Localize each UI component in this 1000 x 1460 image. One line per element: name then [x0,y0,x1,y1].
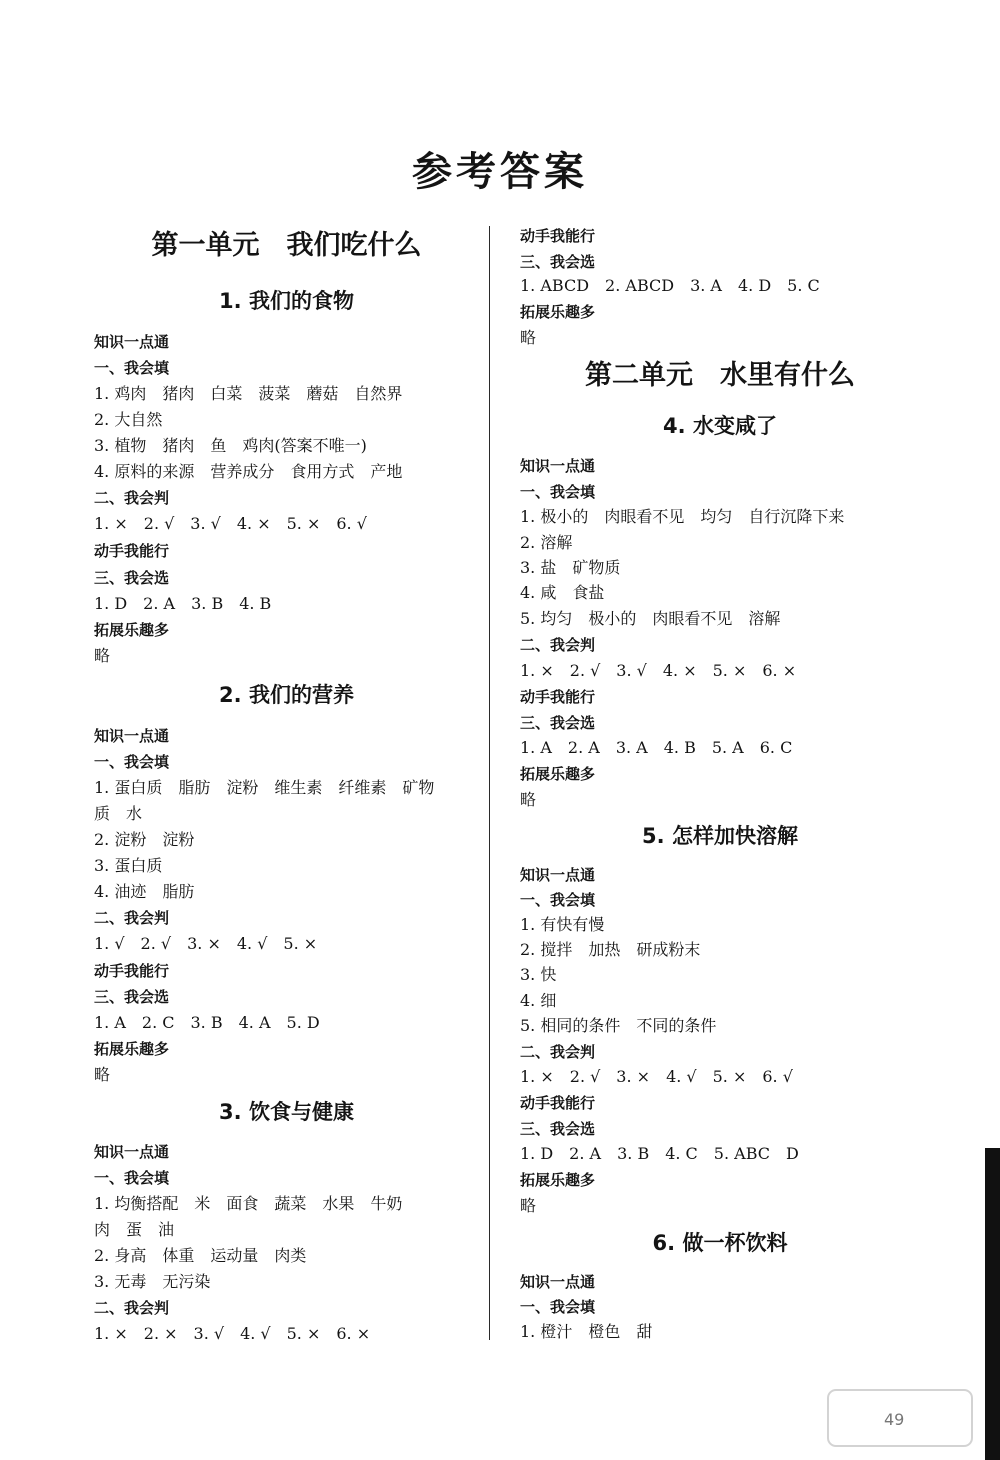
answer-line: 1. 鸡肉 猪肉 白菜 菠菜 蘑菇 自然界 [94,384,403,403]
section-heading: 动手我能行 [94,542,170,560]
answer-line: 1. × 2. √ 3. √ 4. × 5. × 6. × [520,661,797,680]
answer-line: 1. × 2. × 3. √ 4. √ 5. × 6. × [94,1324,371,1343]
answer-line: 3. 快 [520,965,557,984]
answer-line: 略 [520,790,537,809]
answer-line: 1. A 2. C 3. B 4. A 5. D [94,1013,320,1032]
answer-line: 1. ABCD 2. ABCD 3. A 4. D 5. C [520,276,820,295]
section-heading: 二、我会判 [94,489,170,507]
section-heading: 知识一点通 [520,866,596,884]
section-heading: 二、我会判 [94,909,170,927]
lesson-1-title: 1. 我们的食物 [219,289,354,313]
answer-line: 2. 溶解 [520,533,573,552]
section-heading: 二、我会判 [520,1043,596,1061]
section-heading: 三、我会选 [520,714,596,732]
section-heading: 二、我会判 [520,636,596,654]
answer-line: 略 [94,1065,111,1084]
lesson-5-title: 5. 怎样加快溶解 [642,824,798,848]
answer-line: 1. 橙汁 橙色 甜 [520,1322,653,1341]
answer-line: 2. 淀粉 淀粉 [94,830,195,849]
answer-line: 略 [520,328,537,347]
answer-line: 1. 蛋白质 脂肪 淀粉 维生素 纤维素 矿物 [94,778,435,797]
section-heading: 一、我会填 [520,483,596,501]
section-heading: 拓展乐趣多 [520,303,596,321]
answer-line: 3. 无毒 无污染 [94,1272,211,1291]
page-number: 49 [884,1410,905,1429]
section-heading: 二、我会判 [94,1299,170,1317]
answer-line: 略 [94,646,111,665]
section-heading: 拓展乐趣多 [520,765,596,783]
watermark-logo [826,1388,974,1448]
section-heading: 三、我会选 [520,1120,596,1138]
answer-line: 4. 原料的来源 营养成分 食用方式 产地 [94,462,403,481]
section-heading: 动手我能行 [520,688,596,706]
column-divider [489,226,490,1340]
lesson-4-title: 4. 水变咸了 [663,414,777,438]
answer-line: 1. 极小的 肉眼看不见 均匀 自行沉降下来 [520,507,845,526]
section-heading: 一、我会填 [520,1298,596,1316]
answer-line: 3. 蛋白质 [94,856,163,875]
answer-line: 3. 盐 矿物质 [520,558,621,577]
section-heading: 动手我能行 [520,227,596,245]
answer-line: 质 水 [94,804,143,823]
page-title: 参考答案 [412,149,588,195]
answer-line: 肉 蛋 油 [94,1220,175,1239]
answer-line: 4. 油迹 脂肪 [94,882,195,901]
section-heading: 一、我会填 [94,1169,170,1187]
lesson-2-title: 2. 我们的营养 [219,683,354,707]
section-heading: 知识一点通 [520,1273,596,1291]
section-heading: 一、我会填 [94,753,170,771]
answer-line: 4. 细 [520,991,557,1010]
answer-line: 1. √ 2. √ 3. × 4. √ 5. × [94,934,318,953]
section-heading: 三、我会选 [94,569,170,587]
lesson-3-title: 3. 饮食与健康 [219,1100,354,1124]
section-heading: 动手我能行 [94,962,170,980]
lesson-6-title: 6. 做一杯饮料 [652,1231,788,1255]
section-heading: 知识一点通 [520,457,596,475]
section-heading: 拓展乐趣多 [520,1171,596,1189]
section-heading: 知识一点通 [94,727,170,745]
section-heading: 知识一点通 [94,1143,170,1161]
section-heading: 动手我能行 [520,1094,596,1112]
answer-line: 5. 相同的条件 不同的条件 [520,1016,717,1035]
section-heading: 拓展乐趣多 [94,621,170,639]
answer-line: 2. 搅拌 加热 研成粉末 [520,940,701,959]
answer-line: 1. 有快有慢 [520,915,605,934]
answer-line: 1. A 2. A 3. A 4. B 5. A 6. C [520,738,793,757]
answer-line: 1. × 2. √ 3. × 4. √ 5. × 6. √ [520,1067,793,1086]
section-heading: 三、我会选 [94,988,170,1006]
section-heading: 一、我会填 [520,891,596,909]
section-heading: 三、我会选 [520,253,596,271]
answer-line: 1. D 2. A 3. B 4. C 5. ABC D [520,1144,799,1163]
section-heading: 知识一点通 [94,333,170,351]
answer-line: 1. × 2. √ 3. √ 4. × 5. × 6. √ [94,514,367,533]
unit-1-title: 第一单元 我们吃什么 [151,230,422,261]
answer-line: 5. 均匀 极小的 肉眼看不见 溶解 [520,609,781,628]
page-edge-shadow [985,1148,1000,1460]
answer-line: 1. D 2. A 3. B 4. B [94,594,272,613]
section-heading: 拓展乐趣多 [94,1040,170,1058]
answer-line: 3. 植物 猪肉 鱼 鸡肉(答案不唯一) [94,436,367,455]
answer-line: 1. 均衡搭配 米 面食 蔬菜 水果 牛奶 [94,1194,403,1213]
section-heading: 一、我会填 [94,359,170,377]
answer-line: 2. 大自然 [94,410,163,429]
unit-2-title: 第二单元 水里有什么 [585,360,855,391]
watermark-frame [828,1390,972,1446]
answer-line: 4. 咸 食盐 [520,583,605,602]
answer-line: 2. 身高 体重 运动量 肉类 [94,1246,307,1265]
answer-line: 略 [520,1196,537,1215]
